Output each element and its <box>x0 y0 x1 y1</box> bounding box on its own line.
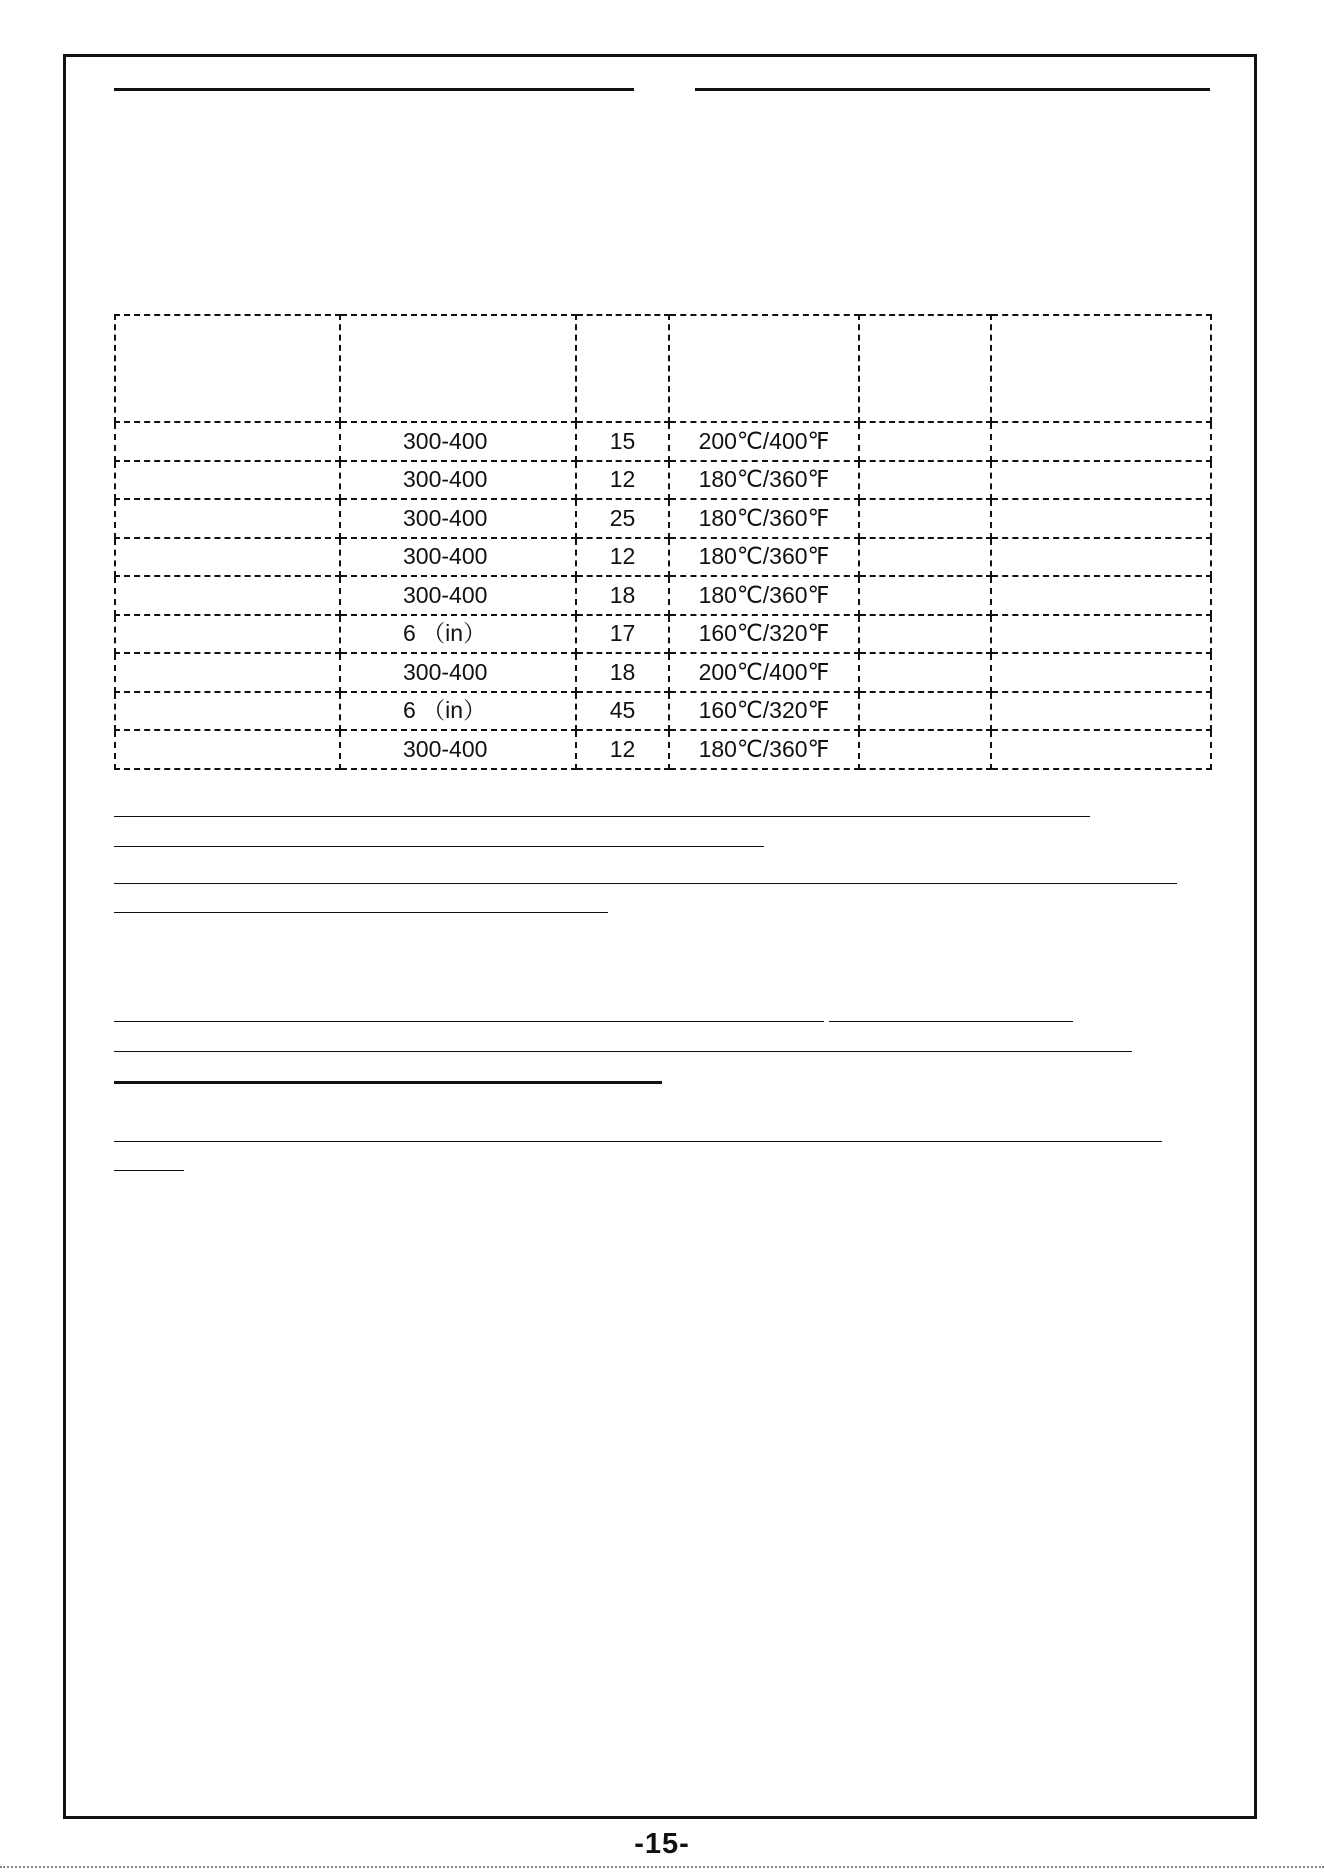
page-number: -15- <box>634 1828 690 1860</box>
shake-cell <box>859 538 991 577</box>
note-line-4 <box>114 912 608 913</box>
time-cell: 18 <box>576 653 669 692</box>
header-cell-temperature <box>669 315 859 422</box>
temperature-cell: 180℃/360℉ <box>669 538 859 577</box>
notes-cell <box>991 692 1211 731</box>
weight-cell: 300-400 <box>340 538 576 577</box>
header-cell-notes <box>991 315 1211 422</box>
tip-line-1b <box>829 1021 1073 1022</box>
time-cell: 17 <box>576 615 669 654</box>
table-row <box>115 499 1211 538</box>
time-cell: 18 <box>576 576 669 615</box>
header-cell-shake <box>859 315 991 422</box>
time-cell: 12 <box>576 461 669 500</box>
shake-cell <box>859 730 991 769</box>
notes-cell <box>991 499 1211 538</box>
shake-cell <box>859 499 991 538</box>
shake-cell <box>859 692 991 731</box>
temperature-cell: 200℃/400℉ <box>669 653 859 692</box>
food-cell <box>115 576 340 615</box>
notes-cell <box>991 653 1211 692</box>
table-row <box>115 538 1211 577</box>
notes-cell <box>991 538 1211 577</box>
header-cell-food <box>115 315 340 422</box>
shake-cell <box>859 422 991 461</box>
table-row <box>115 576 1211 615</box>
weight-cell: 300-400 <box>340 499 576 538</box>
weight-cell: 6 （in） <box>340 692 576 731</box>
scan-edge-artifact <box>0 1866 1324 1868</box>
notes-cell <box>991 576 1211 615</box>
note-line-2 <box>114 846 764 847</box>
food-cell <box>115 692 340 731</box>
temperature-cell: 180℃/360℉ <box>669 499 859 538</box>
time-cell: 25 <box>576 499 669 538</box>
time-cell: 12 <box>576 538 669 577</box>
time-cell: 12 <box>576 730 669 769</box>
temperature-cell: 180℃/360℉ <box>669 730 859 769</box>
shake-cell <box>859 576 991 615</box>
table-row <box>115 615 1211 654</box>
weight-cell: 300-400 <box>340 730 576 769</box>
table-row <box>115 730 1211 769</box>
tip-line-4 <box>114 1141 1162 1142</box>
note-line-3 <box>114 883 1177 884</box>
tip-line-3 <box>114 1081 662 1084</box>
temperature-cell: 160℃/320℉ <box>669 692 859 731</box>
table-row <box>115 653 1211 692</box>
food-cell <box>115 730 340 769</box>
tip-line-5 <box>114 1170 184 1171</box>
time-cell: 45 <box>576 692 669 731</box>
temperature-cell: 160℃/320℉ <box>669 615 859 654</box>
header-cell-time <box>576 315 669 422</box>
notes-cell <box>991 461 1211 500</box>
notes-cell <box>991 422 1211 461</box>
food-cell <box>115 653 340 692</box>
shake-cell <box>859 653 991 692</box>
food-cell <box>115 461 340 500</box>
notes-cell <box>991 615 1211 654</box>
food-cell <box>115 422 340 461</box>
time-cell: 15 <box>576 422 669 461</box>
table-header-row <box>115 315 1211 422</box>
tip-line-1a <box>114 1021 824 1022</box>
note-line-1 <box>114 816 1090 817</box>
tip-line-2 <box>114 1051 1132 1052</box>
header-cell-weight <box>340 315 576 422</box>
food-cell <box>115 499 340 538</box>
cooking-table <box>114 314 1212 770</box>
table-row <box>115 461 1211 500</box>
heading-rule-left <box>114 88 634 91</box>
weight-cell: 6 （in） <box>340 615 576 654</box>
weight-cell: 300-400 <box>340 461 576 500</box>
temperature-cell: 200℃/400℉ <box>669 422 859 461</box>
weight-cell: 300-400 <box>340 653 576 692</box>
weight-cell: 300-400 <box>340 422 576 461</box>
temperature-cell: 180℃/360℉ <box>669 461 859 500</box>
food-cell <box>115 538 340 577</box>
notes-cell <box>991 730 1211 769</box>
shake-cell <box>859 615 991 654</box>
heading-rule-right <box>695 88 1210 91</box>
table-row <box>115 692 1211 731</box>
temperature-cell: 180℃/360℉ <box>669 576 859 615</box>
food-cell <box>115 615 340 654</box>
shake-cell <box>859 461 991 500</box>
table-row <box>115 422 1211 461</box>
weight-cell: 300-400 <box>340 576 576 615</box>
